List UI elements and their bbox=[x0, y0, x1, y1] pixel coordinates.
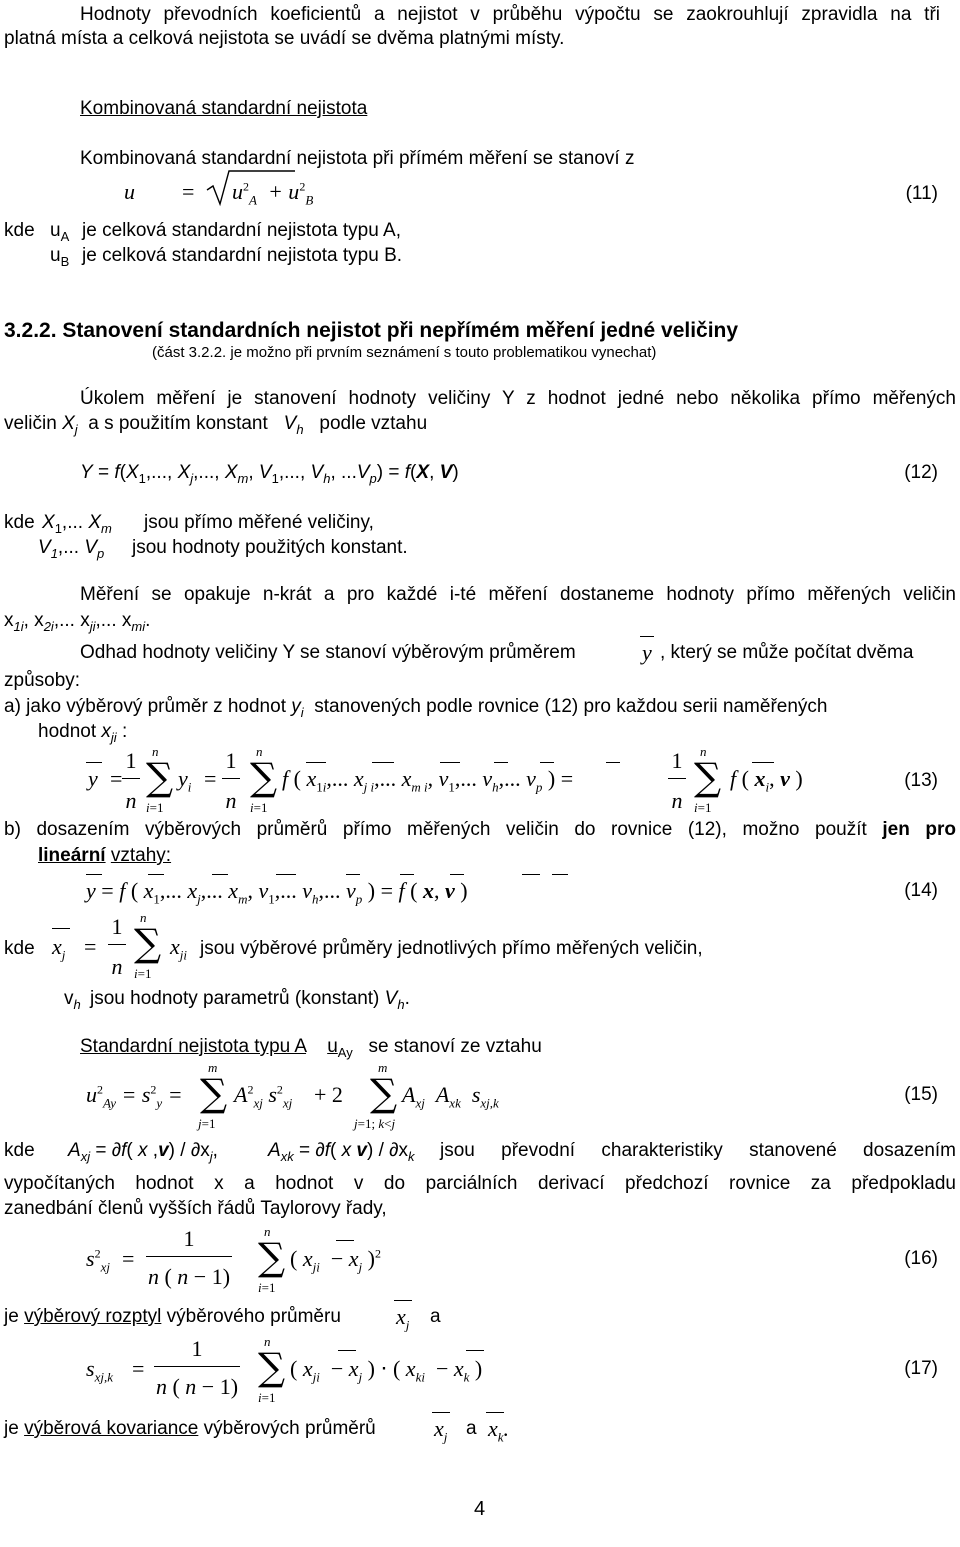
xj-overline bbox=[394, 1300, 412, 1301]
type-a-tail: se stanoví ze vztahu bbox=[368, 1036, 542, 1057]
var-a: a bbox=[430, 1306, 441, 1327]
ua-definition: je celková standardní nejistota typu A, bbox=[82, 220, 401, 241]
part-b-bold: jen pro bbox=[882, 819, 956, 840]
xj-definition: jsou výběrové průměry jednotlivých přímo měřených veličin, bbox=[200, 938, 703, 959]
type-a-title: Standardní nejistota typu A bbox=[80, 1036, 307, 1057]
cov-pre: je bbox=[4, 1418, 19, 1439]
equation-number: (16) bbox=[904, 1248, 938, 1269]
variance-line bbox=[4, 1306, 341, 1329]
part-b-line-1 bbox=[4, 819, 956, 842]
vh-definition: jsou hodnoty parametrů (konstant) $V_h$. bbox=[90, 988, 410, 1012]
part-a-tail: stanovených podle rovnice (12) pro každou serii naměřených bbox=[314, 696, 828, 717]
vh-text: jsou hodnoty parametrů (konstant) bbox=[90, 988, 380, 1009]
defs15-line-2: vypočítaných hodnot x a hodnot v do parciálních derivací předchozí rovnice za předpokladu bbox=[4, 1173, 956, 1194]
v-definition: jsou hodnoty použitých konstant. bbox=[132, 537, 408, 558]
odhad-tail: , který se může počítat dvěma bbox=[660, 642, 914, 663]
task-veličin: veličin bbox=[4, 413, 57, 434]
type-a-line: Standardní nejistota typu A $u_{Ay}$ se stanoví ze vztahu bbox=[80, 1036, 542, 1060]
vztahy-word: vztahy: bbox=[110, 845, 172, 866]
cov-post: výběrových průměrů bbox=[203, 1418, 376, 1439]
task-line-2: veličin $X_j$ a s použitím konstant $V_h$ podle vztahu bbox=[4, 413, 428, 437]
cov-a: a bbox=[466, 1418, 477, 1439]
axj-formula: $A_{xj} = \partial f$( x $,v) / \partial x_j$, bbox=[68, 1140, 218, 1164]
x-definition: jsou přímo měřené veličiny, bbox=[144, 512, 374, 533]
kde-label: kde bbox=[4, 512, 35, 533]
intro-line-1: Hodnoty převodních koeficientů a nejistot v průběhu výpočtu se zaokrouhlují zpravidla na tři bbox=[80, 4, 940, 25]
x-values: $x_{1i}$, $x_{2i}$,... $x_{ji}$,... $x_{mi}$. bbox=[4, 610, 151, 634]
ub-symbol: $u_B$ bbox=[50, 245, 70, 269]
var-post: výběrového průměru bbox=[166, 1306, 341, 1327]
hodnot-label: hodnot bbox=[38, 721, 97, 742]
section-heading: 3.2.2. Stanovení standardních nejistot při nepřímém měření jedné veličiny bbox=[4, 319, 739, 342]
part-b-text: b) dosazením výběrových průměrů přímo měřených veličin do rovnice (12), možno použít bbox=[4, 819, 867, 840]
covariance-line bbox=[4, 1418, 376, 1441]
equation-number: (17) bbox=[904, 1358, 938, 1379]
task-relation: podle vztahu bbox=[319, 413, 428, 434]
axk-formula: $A_{xk} = \partial f$( x $v) / \partial x_k$ bbox=[268, 1140, 415, 1164]
v-symbols: $V_1$,... $V_p$ bbox=[38, 537, 105, 561]
task-constants: a s použitím konstant bbox=[88, 413, 268, 434]
variance-term: výběrový rozptyl bbox=[24, 1306, 162, 1327]
equation-number: (14) bbox=[904, 880, 938, 901]
part-b-line-2 bbox=[38, 845, 171, 868]
page-number: 4 bbox=[474, 1498, 486, 1520]
equation-number: (11) bbox=[905, 183, 938, 204]
equation-number: (15) bbox=[904, 1084, 938, 1105]
zpusoby: způsoby: bbox=[4, 670, 81, 691]
kde-label: kde bbox=[4, 1140, 35, 1161]
ua-symbol: $u_A$ bbox=[50, 220, 70, 244]
ub-definition: je celková standardní nejistota typu B. bbox=[82, 245, 403, 266]
equation-12: $Y = f(X_1$,..., $X_j$,..., $X_m$, $V_1$,..., $V_h$, $...V_p) = f(X$, V) bbox=[80, 462, 459, 486]
task-line-1: Úkolem měření je stanovení hodnoty veličiny Y z hodnot jedné nebo několika přímo měřených bbox=[80, 388, 956, 409]
xj-symbol: $x_j$ bbox=[396, 1304, 410, 1333]
kde-label: kde bbox=[4, 220, 35, 241]
x-symbols: $X_1$,... $X_m$ bbox=[42, 512, 112, 536]
xj-symbol: $x_j$ bbox=[434, 1416, 448, 1445]
section-note: (část 3.2.2. je možno při prvním seznámení s touto problematikou vynechat) bbox=[152, 344, 657, 361]
covariance-term: výběrová kovariance bbox=[24, 1418, 199, 1439]
var-pre: je bbox=[4, 1306, 19, 1327]
part-a-line-1: a) jako výběrový průměr z hodnot $y_i$ stanovených podle rovnice (12) pro každou serii naměřených bbox=[4, 696, 828, 720]
intro-line-2: platná místa a celková nejistota se uvádí se dvěma platnými místy. bbox=[4, 28, 565, 49]
defs15-tail: jsou převodní charakteristiky stanovené dosazením bbox=[440, 1140, 956, 1161]
xk-symbol: $x_k$. bbox=[488, 1416, 510, 1445]
xj-overline bbox=[432, 1412, 450, 1413]
part-a-text: a) jako výběrový průměr z hodnot bbox=[4, 696, 286, 717]
linear-word: lineární bbox=[38, 845, 106, 866]
defs15-line-3: zanedbání členů vyšších řádů Taylorovy řady, bbox=[4, 1198, 387, 1219]
repeat-line-1: Měření se opakuje n-krát a pro každé i-té měření dostaneme hodnoty přímo měřených veličin bbox=[80, 584, 956, 605]
vh-symbol: $v_h$ bbox=[64, 988, 81, 1012]
xk-overline bbox=[486, 1412, 504, 1413]
ybar-overline bbox=[640, 636, 654, 637]
part-a-line-2: hodnot $x_{ji}$ : bbox=[38, 721, 128, 745]
colon: : bbox=[121, 721, 128, 742]
odhad-text: Odhad hodnoty veličiny Y se stanoví výběrovým průměrem bbox=[80, 642, 576, 663]
combined-title: Kombinovaná standardní nejistota bbox=[80, 98, 368, 119]
ybar-symbol: y bbox=[642, 640, 652, 665]
equation-number: (13) bbox=[904, 770, 938, 791]
equation-number: (12) bbox=[904, 462, 938, 483]
kde-label: kde bbox=[4, 938, 35, 959]
combined-text: Kombinovaná standardní nejistota při přímém měření se stanoví z bbox=[80, 148, 635, 169]
